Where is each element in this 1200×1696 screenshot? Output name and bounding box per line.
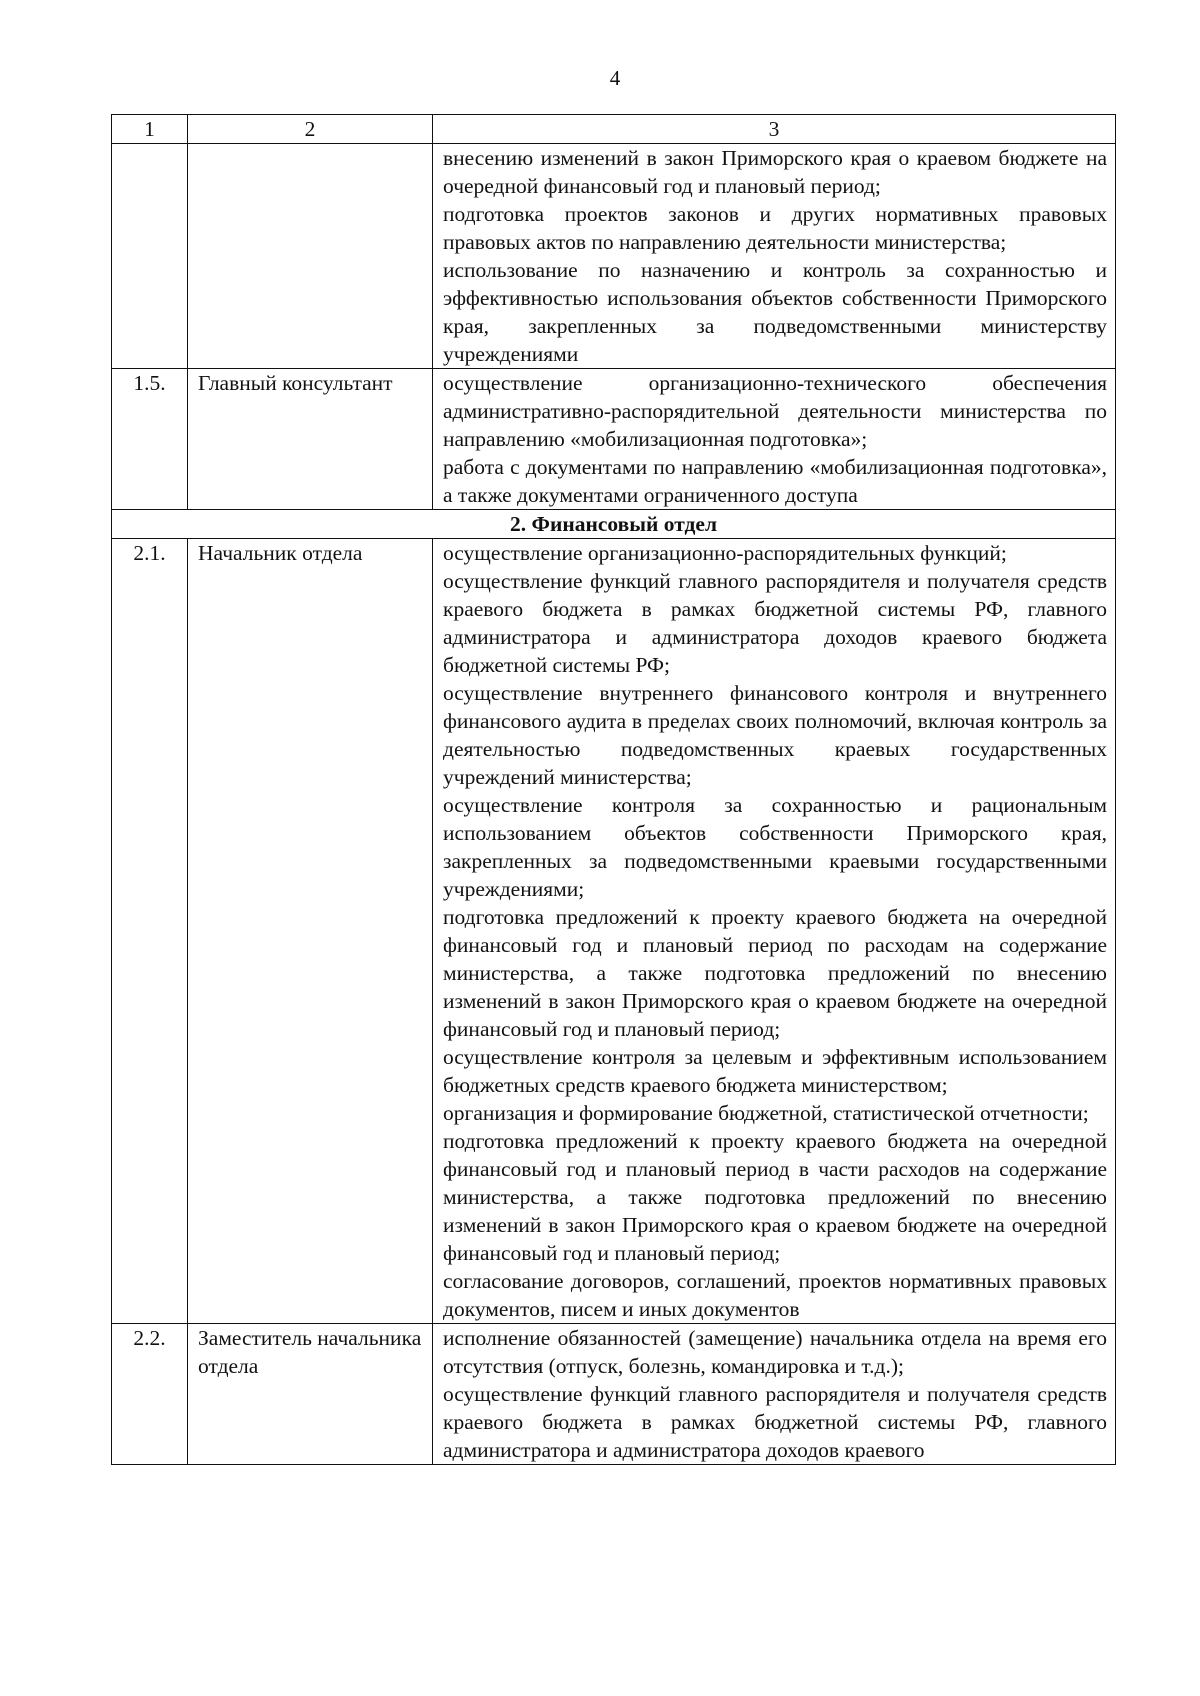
- duty-item: согласование договоров, соглашений, проектов нормативных правовых документов, писем и иных документов: [443, 1269, 1107, 1321]
- position-title: [188, 144, 433, 369]
- position-title: Заместитель начальника отдела: [188, 1324, 433, 1465]
- duty-item: использование по назначению и контроль за сохранностью и эффективностью использования объектов собственности Приморского края, закрепленных за подведомственными министерству учреждениями: [443, 258, 1107, 366]
- position-title: Главный консультант: [188, 369, 433, 510]
- duty-item: организация и формирование бюджетной, статистической отчетности;: [443, 1101, 1089, 1125]
- page-number: 4: [609, 66, 621, 90]
- duties-cell: [433, 369, 1116, 510]
- table-row: [112, 539, 1116, 1324]
- duty-item: подготовка предложений к проекту краевого бюджета на очередной финансовый год и плановый период по расходам на содержание министерства, а также подготовка предложений по внесению изменений в закон Приморского края о краевом бюджете на очередной финансовый год и плановый период;: [443, 905, 1107, 1041]
- table-row: [112, 369, 1116, 510]
- duty-item: осуществление контроля за сохранностью и рациональным использованием объектов собственности Приморского края, закрепленных за подведомственными краевыми государственными учреждениями;: [443, 793, 1107, 901]
- duty-item: исполнение обязанностей (замещение) начальника отдела на время его отсутствия (отпуск, болезнь, командировка и т.д.);: [443, 1326, 1107, 1378]
- duty-item: осуществление контроля за целевым и эффективным использованием бюджетных средств краевого бюджета министерством;: [443, 1045, 1107, 1097]
- table-row: [112, 1324, 1116, 1465]
- duty-item: осуществление внутреннего финансового контроля и внутреннего финансового аудита в пределах своих полномочий, включая контроль за деятельностью подведомственных краевых государственных учреждений министерства;: [443, 681, 1107, 789]
- section-row: [112, 510, 1116, 539]
- duty-item: внесению изменений в закон Приморского края о краевом бюджете на очередной финансовый год и плановый период;: [443, 146, 1107, 198]
- row-number: 2.2.: [112, 1324, 188, 1465]
- duty-item: осуществление организационно-технического обеспечения административно-распорядительной деятельности министерства по направлению «мобилизационная подготовка»;: [443, 371, 1107, 451]
- column-number-3: 3: [433, 115, 1116, 144]
- row-number: 2.1.: [112, 539, 188, 1324]
- section-title: 2. Финансовый отдел: [112, 510, 1116, 539]
- duty-item: подготовка проектов законов и других нормативных правовых правовых актов по направлению деятельности министерства;: [443, 202, 1107, 254]
- column-number-row: [112, 115, 1116, 144]
- duty-item: осуществление функций главного распорядителя и получателя средств краевого бюджета в рамках бюджетной системы РФ, главного администратора и администратора доходов краевого: [443, 1382, 1107, 1462]
- duty-item: подготовка предложений к проекту краевого бюджета на очередной финансовый год и плановый период в части расходов на содержание министерства, а также подготовка предложений по внесению изменений в закон Приморского края о краевом бюджете на очередной финансовый год и плановый период;: [443, 1129, 1107, 1265]
- duties-cell: [433, 1324, 1116, 1465]
- column-number-2: 2: [188, 115, 433, 144]
- row-number: [112, 144, 188, 369]
- duty-item: осуществление организационно-распорядительных функций;: [443, 541, 1007, 565]
- row-number: 1.5.: [112, 369, 188, 510]
- duties-table: [111, 114, 1116, 1465]
- table-row: [112, 144, 1116, 369]
- duty-item: осуществление функций главного распорядителя и получателя средств краевого бюджета в рамках бюджетной системы РФ, главного администратора и администратора доходов краевого бюджета бюджетной системы РФ;: [443, 569, 1107, 677]
- duty-item: работа с документами по направлению «мобилизационная подготовка», а также документами ограниченного доступа: [443, 455, 1107, 507]
- position-title: Начальник отдела: [188, 539, 433, 1324]
- column-number-1: 1: [112, 115, 188, 144]
- duties-cell: [433, 539, 1116, 1324]
- duties-cell: [433, 144, 1116, 369]
